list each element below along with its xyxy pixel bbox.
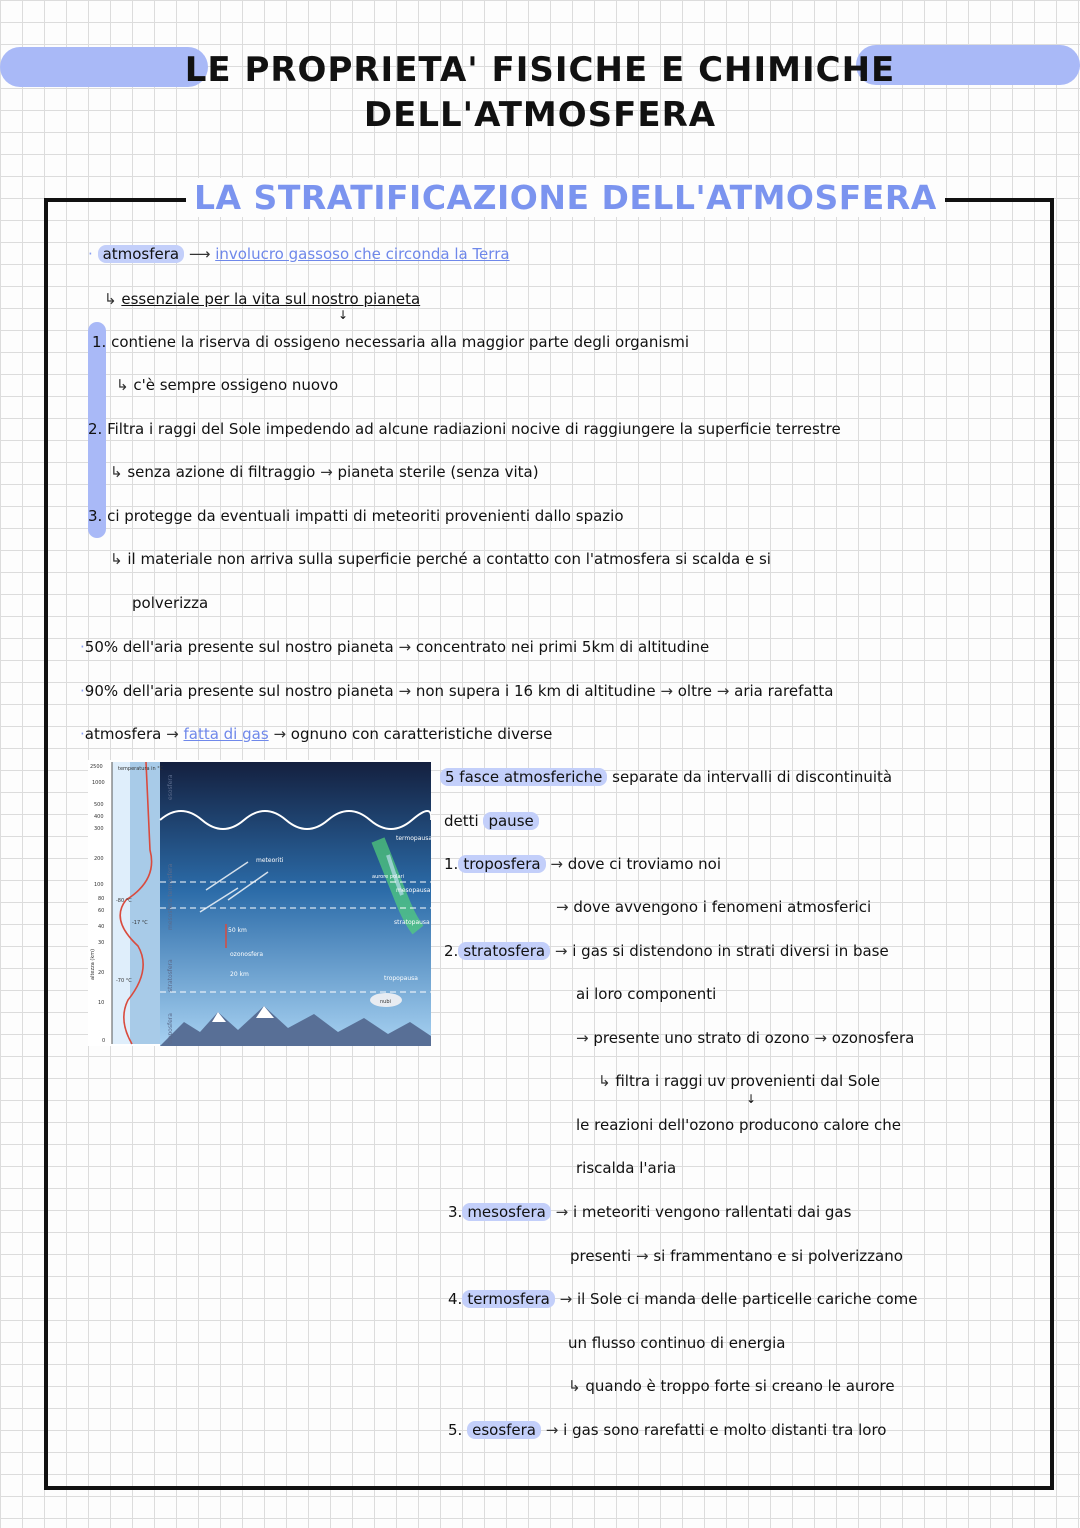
temp-mark: -80 °C: [116, 898, 132, 904]
layer-2-line: ↳ filtra i raggi uv provenienti dal Sole: [598, 1072, 881, 1090]
function-2: 2. Filtra i raggi del Sole impedendo ad alcune radiazioni nocive di raggiungere la superficie terrestre: [88, 420, 841, 438]
axis-tick: 40: [98, 924, 105, 930]
diagram-label: 50 km: [228, 927, 247, 934]
layer-3: 3. mesosfera → i meteoriti vengono rallentati dai gas: [448, 1203, 852, 1221]
diagram-label: mesopausa: [396, 887, 431, 894]
axis-tick: 100: [94, 882, 104, 888]
layers-intro: 5 fasce atmosferiche separate da intervalli di discontinuità: [440, 768, 892, 786]
fact-90: ·90% dell'aria presente sul nostro pianeta → non supera i 16 km di altitudine → oltre → aria rarefatta: [80, 682, 834, 700]
fact-50: ·50% dell'aria presente sul nostro pianeta → concentrato nei primi 5km di altitudine: [80, 638, 710, 656]
diagram-label: 20 km: [230, 971, 249, 978]
page-title-line2: DELL'ATMOSFERA: [363, 95, 717, 135]
layer-3-line: presenti → si frammentano e si polverizzano: [570, 1247, 903, 1265]
function-3-note-cont: polverizza: [132, 594, 209, 612]
temp-mark: -70 °C: [116, 978, 132, 984]
band-label: troposfera: [167, 1013, 174, 1044]
diagram-label: ozonosfera: [230, 951, 264, 958]
diagram-label: tropopausa: [384, 975, 418, 982]
band-label: esosfera: [167, 774, 174, 800]
layer-1-line: → dove avvengono i fenomeni atmosferici: [556, 898, 872, 916]
layer-4-line: un flusso continuo di energia: [568, 1334, 786, 1352]
section-title: LA STRATIFICAZIONE DELL'ATMOSFERA: [186, 178, 945, 217]
layer-5: 5. esosfera → i gas sono rarefatti e molto distanti tra loro: [448, 1421, 887, 1439]
diagram-label: termopausa: [396, 835, 431, 842]
axis-tick: 400: [94, 814, 104, 820]
intro-essential: essenziale per la vita sul nostro pianeta: [121, 290, 421, 308]
layer-2-line: ai loro componenti: [576, 985, 717, 1003]
down-arrow: ↓: [746, 1092, 757, 1106]
temp-label: temperatura in °C: [118, 766, 164, 772]
function-2-note: ↳ senza azione di filtraggio → pianeta sterile (senza vita): [110, 463, 539, 481]
layer-4-line: ↳ quando è troppo forte si creano le aurore: [568, 1377, 895, 1395]
function-3: 3. ci protegge da eventuali impatti di meteoriti provenienti dallo spazio: [88, 507, 624, 525]
axis-tick: 1000: [92, 780, 105, 786]
fact-gas: ·atmosfera → fatta di gas → ognuno con caratteristiche diverse: [80, 725, 553, 743]
axis-tick: 30: [98, 940, 105, 946]
intro-line: · atmosfera ⟶ involucro gassoso che circonda la Terra: [88, 245, 510, 263]
layer-2: 2. stratosfera → i gas si distendono in strati diversi in base: [444, 942, 889, 960]
layers-intro-pause: detti pause: [444, 812, 539, 830]
intro-definition: involucro gassoso che circonda la Terra: [215, 245, 510, 263]
function-3-note: ↳ il materiale non arriva sulla superficie perché a contatto con l'atmosfera si scalda e si: [110, 550, 771, 568]
temp-mark: -17 °C: [132, 920, 148, 926]
function-1-note: ↳ c'è sempre ossigeno nuovo: [116, 376, 339, 394]
axis-tick: 0: [102, 1038, 106, 1044]
page-title-line1: LE PROPRIETA' FISICHE E CHIMICHE: [184, 50, 896, 90]
diagram-label: stratopausa: [394, 919, 430, 926]
axis-tick: 200: [94, 856, 104, 862]
band-label: mesosfera termosfera: [167, 863, 174, 930]
diagram-label: meteoriti: [256, 857, 284, 864]
intro-essential-line: ↳ essenziale per la vita sul nostro pianeta: [104, 290, 421, 308]
axis-tick: 80: [98, 896, 105, 902]
axis-tick: 300: [94, 826, 104, 832]
band-label: stratosfera: [167, 959, 174, 992]
layer-4: 4. termosfera → il Sole ci manda delle particelle cariche come: [448, 1290, 918, 1308]
down-arrow: ↓: [338, 308, 349, 322]
layer-2-line: le reazioni dell'ozono producono calore che: [576, 1116, 902, 1134]
layer-2-line: → presente uno strato di ozono → ozonosfera: [576, 1029, 915, 1047]
axis-tick: 10: [98, 1000, 105, 1006]
axis-tick: 20: [98, 970, 105, 976]
layer-2-line: riscalda l'aria: [576, 1159, 677, 1177]
axis-tick: 2500: [90, 764, 103, 770]
diagram-label: aurore polari: [372, 874, 404, 880]
axis-tick: 500: [94, 802, 104, 808]
atmosphere-diagram: [88, 760, 431, 1046]
diagram-label: nubi: [380, 999, 391, 1005]
atmosphere-diagram-svg: [88, 760, 431, 1046]
axis-tick: 60: [98, 908, 105, 914]
layer-1: 1. troposfera → dove ci troviamo noi: [444, 855, 722, 873]
function-1: 1. contiene la riserva di ossigeno necessaria alla maggior parte degli organismi: [92, 333, 690, 351]
layers-highlight: 5 fasce atmosferiche: [440, 768, 607, 786]
term-atmosfera: atmosfera: [98, 245, 185, 263]
alt-label: altezza (km): [90, 948, 96, 980]
